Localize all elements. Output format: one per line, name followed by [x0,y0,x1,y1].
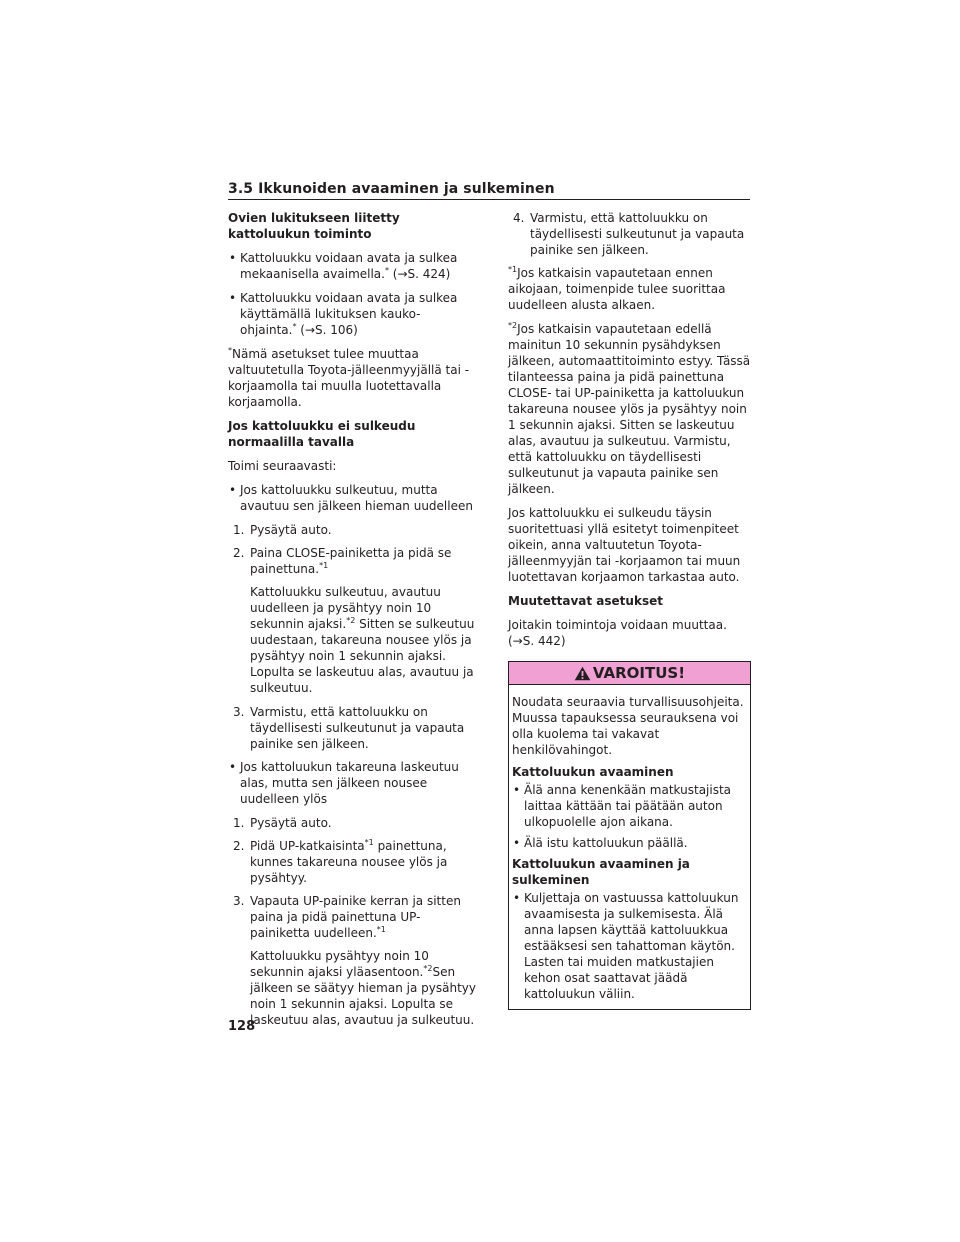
step-item: 3. Vapauta UP-painike kerran ja sitten paina ja pidä painettuna UP-painiketta uudelleen.$^{*1}$ [233,894,461,940]
section-header [228,178,750,200]
step-continuation: Kattoluukku pysähtyy noin 10 sekunnin ajaksi yläasentoon.$^{*2}$Sen jälkeen se säätyy hieman ja pysähtyy noin 1 sekunnin ajaksi. Lopulta se laskeutuu alas, avautuu ja sulkeutuu. [250,949,476,1027]
subheading-not-closing: Jos kattoluukku ei sulkeudu normaalilla tavalla [228,419,416,449]
warning-box [508,661,751,1010]
body-paragraph: Joitakin toimintoja voidaan muuttaa. (→S. 442) [508,618,727,648]
warning-body [509,685,750,1009]
list-item: • Kattoluukku voidaan avata ja sulkea käyttämällä lukituksen kauko-ohjainta.* (→S. 106) [228,290,476,338]
warning-intro: Noudata seuraavia turvallisuusohjeita. Muussa tapauksessa seurauksena voi olla kuolema tai vakavat henkilövahingot. [512,695,744,757]
footnote: $^{*1}$Jos katkaisin vapautetaan ennen aikojaan, toimenpide tulee suorittaa uudelleen alusta alkaen. [508,265,726,312]
warning-item: • Älä anna kenenkään matkustajista laittaa kättään tai päätään auton ulkopuolelle ajon aikana. [512,782,747,830]
page-number: 128 [228,1019,256,1034]
step-item: 2. Pidä UP-katkaisinta$^{*1}$ painettuna, kunnes takareuna nousee ylös ja pysähtyy. [233,838,448,885]
list-item: • Jos kattoluukku sulkeutuu, mutta avautuu sen jälkeen hieman uudelleen [228,482,476,514]
intro-text: Toimi seuraavasti: [228,459,337,473]
section-title: 3.5 Ikkunoiden avaaminen ja sulkeminen [228,181,555,197]
page-reference-link[interactable]: (→S. 106) [296,323,358,337]
list-item: • Jos kattoluukun takareuna laskeutuu alas, mutta sen jälkeen nousee uudelleen ylös [228,759,476,807]
warning-header [509,662,750,685]
step-item: 1. Pysäytä auto. [233,816,332,830]
step-item: 4. Varmistu, että kattoluukku on täydellisesti sulkeutunut ja vapauta painike sen jälkeen. [513,211,745,257]
warning-triangle-icon [574,666,591,681]
warning-item: • Älä istu kattoluukun päällä. [512,835,747,851]
warning-subheading: Kattoluukun avaaminen [512,765,674,779]
footnote: *Nämä asetukset tulee muuttaa valtuutetulla Toyota-jälleenmyyjällä tai -korjaamolla tai muulla luotettavalla korjaamolla. [228,346,470,409]
right-column [508,210,751,1010]
warning-subheading: Kattoluukun avaaminen ja sulkeminen [512,857,690,887]
warning-item: • Kuljettaja on vastuussa kattoluukun avaamisesta ja sulkemisesta. Älä anna lapsen käyttää kattoluukkua estääksesi sen tahattoman käytön. Lasten tai muiden matkustajien kehon osat saattavat jäädä kattoluukun väliin. [512,890,747,1002]
step-item: 2. Paina CLOSE-painiketta ja pidä se painettuna.$^{*1}$ [233,546,452,576]
step-continuation: Kattoluukku sulkeutuu, avautuu uudelleen ja pysähtyy noin 10 sekunnin ajaksi.$^{*2}$ Sitten se sulkeutuu uudestaan, takareuna nousee ylös ja pysähtyy noin 1 sekunnin ajaksi. Lopulta se laskeutuu alas, avautuu ja sulkeutuu. [250,585,475,695]
page-reference-link[interactable]: (→S. 424) [388,267,451,281]
list-item: • Kattoluukku voidaan avata ja sulkea mekaanisella avaimella.* (→S. 424) [228,250,476,282]
body-paragraph: Jos kattoluukku ei sulkeudu täysin suoritettuasi yllä esitetyt toimenpiteet oikein, anna valtuutetun Toyota-jälleenmyyjän tai -korjaamon tai muun luotettavan korjaamon tarkastaa auto. [508,506,741,584]
step-item: 3. Varmistu, että kattoluukku on täydellisesti sulkeutunut ja vapauta painike sen jälkeen. [233,705,465,751]
footnote: $^{*2}$Jos katkaisin vapautetaan edellä mainitun 10 sekunnin pysähdyksen jälkeen, automaattitoiminto estyy. Tässä tilanteessa paina ja pidä painettuna CLOSE- tai UP-painiketta ja kattoluukun takareuna nousee ylös ja pysähtyy noin 1 sekunnin ajaksi. Sitten se laskeutuu alas, avautuu ja sulkeutuu. Varmistu, että kattoluukku on täydellisesti sulkeutunut ja vapauta painike sen jälkeen. [508,321,751,496]
left-column [228,210,476,1036]
subheading-door-lock: Ovien lukitukseen liitetty kattoluukun toiminto [228,211,400,241]
step-item: 1. Pysäytä auto. [233,523,332,537]
warning-title: VAROITUS! [592,664,686,682]
subheading-settings: Muutettavat asetukset [508,594,663,608]
